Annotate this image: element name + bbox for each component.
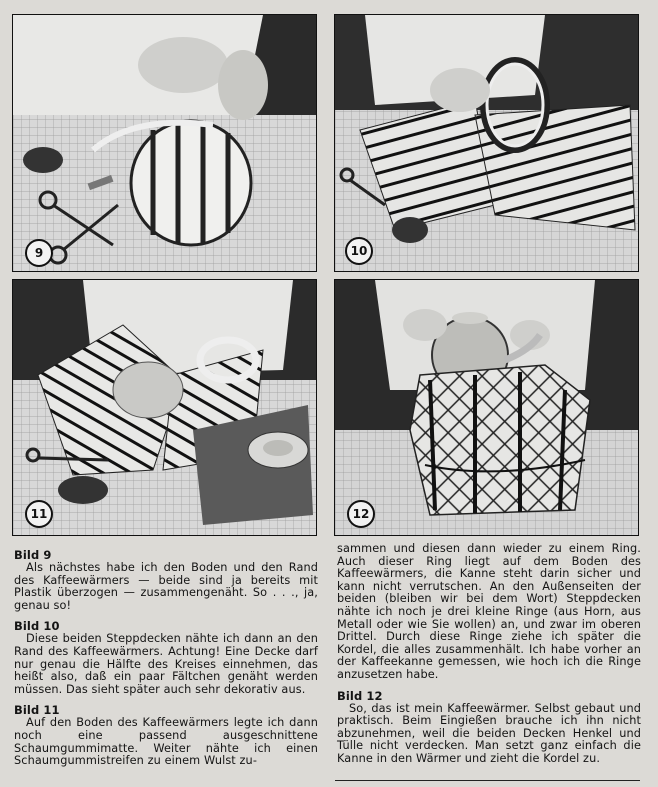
continuation-paragraph: sammen und diesen dann wieder zu einem Ring. Auch dieser Ring liegt auf dem Boden des Kaffeewärmers, die Kanne steht darin sicher und kann nicht verrutschen. An den Außenseiten der beiden (bleiben wir bei dem Wort) Steppdecken nähte ich noch je drei kleine Ringe (aus Horn, aus Metall oder wie Sie wollen) an, und zwar im oberen Drittel. Durch diese Ringe ziehe ich später die Kordel, die alles zusammenhält. Ich habe vorher an der Kaffeekanne gemessen, wie hoch ich die Ringe anzusetzen habe. [337, 542, 641, 681]
section-paragraph: Auf den Boden des Kaffeewärmers legte ich dann noch eine passend ausgeschnittene Schaumgummimatte. Weiter nähte ich einen Schaumgummistreifen zu einem Wulst zu- [14, 716, 318, 768]
section-heading: Bild 9 [14, 548, 52, 562]
photo-number-badge: 11 [25, 500, 53, 528]
photo-bild-9 [12, 14, 317, 272]
article-left-column [14, 549, 318, 776]
photo-bild-10 [334, 14, 639, 272]
photo-number-badge: 10 [345, 237, 373, 265]
section-paragraph: Als nächstes habe ich den Boden und den Rand des Kaffeewärmers — beide sind ja bereits mit Plastik überzogen — zusammengenäht. So . . ., ja, genau so! [14, 561, 318, 612]
bottom-rule [335, 780, 640, 781]
section-paragraph: Diese beiden Steppdecken nähte ich dann an den Rand des Kaffeewärmers. Achtung! Eine Decke darf nur genau die Hälfte des Kreises einnehmen, das heißt also, daß ein paar Fältchen genäht werden müssen. Das sieht später auch sehr dekorativ aus. [14, 632, 318, 696]
section-heading: Bild 12 [337, 688, 383, 703]
photo-number-badge: 9 [25, 239, 53, 267]
article-right-column [337, 543, 641, 774]
photo-bild-11 [12, 279, 317, 536]
section-paragraph: So, das ist mein Kaffeewärmer. Selbst gebaut und praktisch. Beim Eingießen brauche ich ihn nicht abzunehmen, weil die beiden Decken Henkel und Tülle nicht verdecken. Man setzt ganz einfach die Kanne in den Wärmer und zieht die Kordel zu. [337, 701, 641, 765]
photo-number-badge: 12 [347, 500, 375, 528]
photo-bild-12 [334, 279, 639, 536]
section-heading: Bild 11 [14, 703, 60, 718]
section-heading: Bild 10 [14, 619, 60, 634]
